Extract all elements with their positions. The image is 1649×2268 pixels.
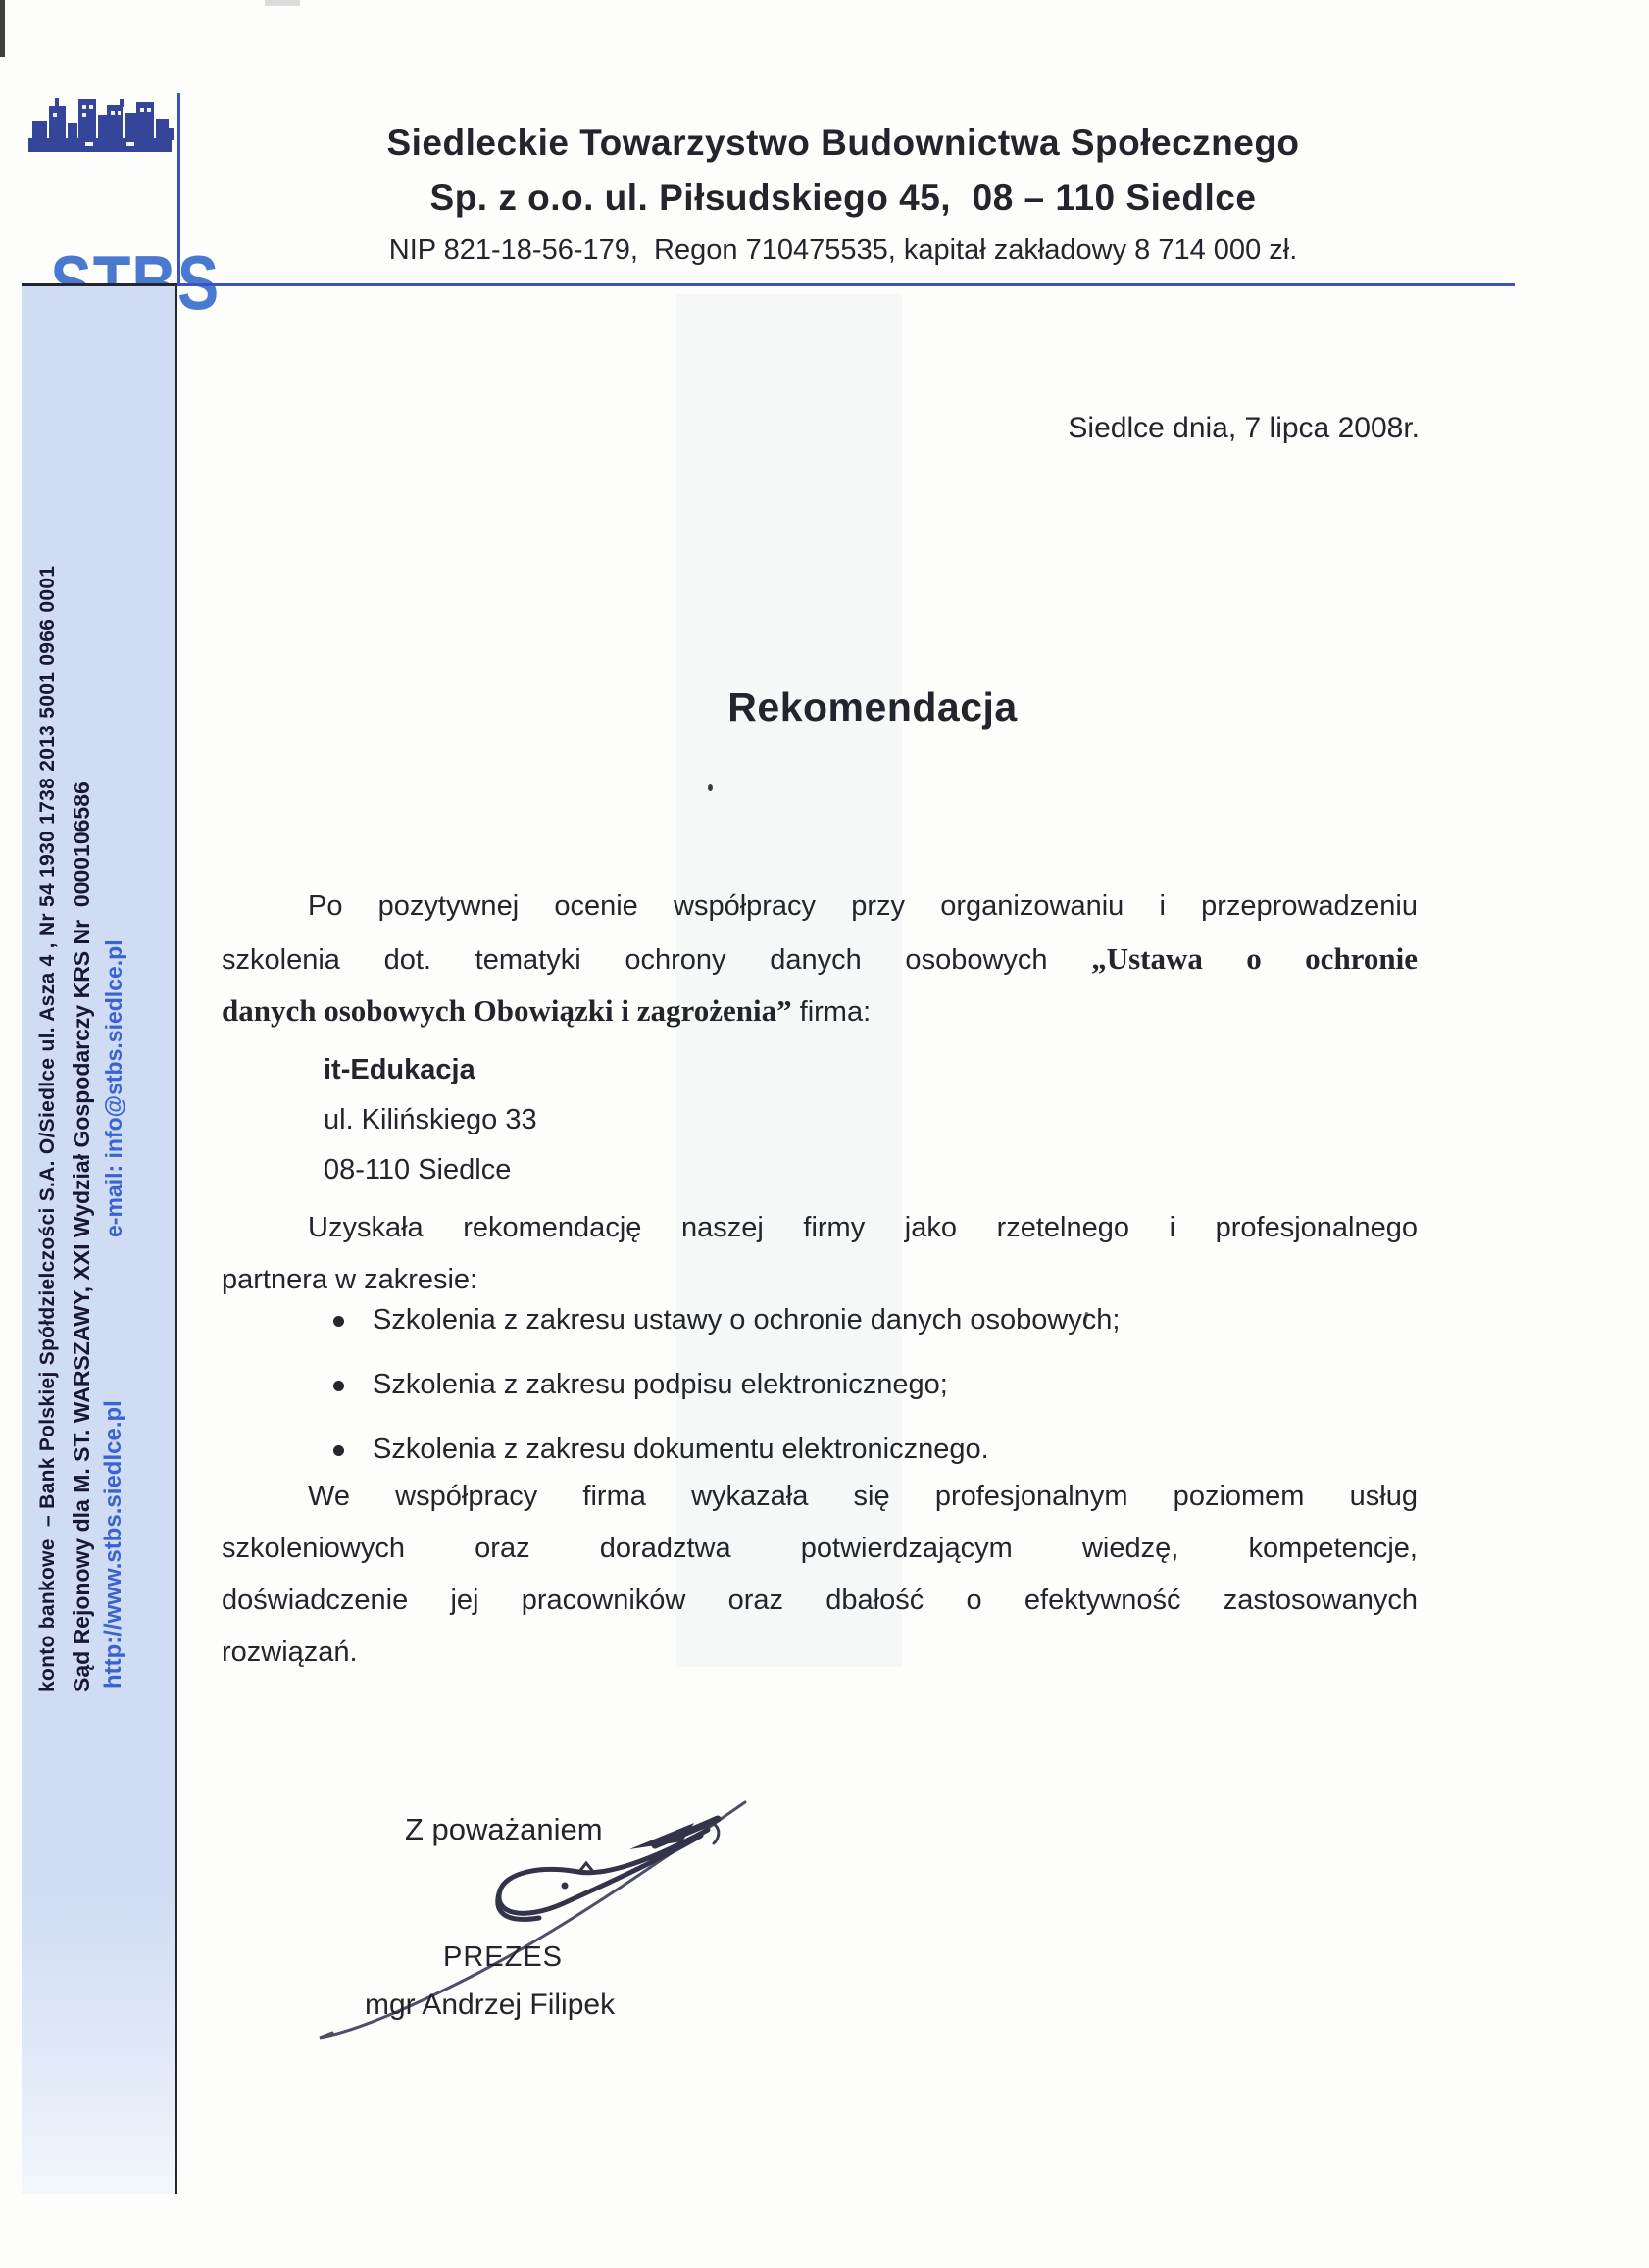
scan-artifact-dash bbox=[265, 0, 300, 6]
closing-phrase: Z poważaniem bbox=[405, 1812, 603, 1846]
bullet-item-text: Szkolenia z zakresu podpisu elektronicznego; bbox=[373, 1369, 948, 1400]
court-registry-vertical-text: Sąd Rejonowy dla M. ST. WARSZAWY, XXI Wydział Gospodarczy KRS Nr 0000106586 bbox=[69, 781, 94, 1692]
scan-artifact-corner bbox=[0, 0, 5, 57]
paragraph-intro-line3 bbox=[222, 984, 1418, 1036]
document-title: Rekomendacja bbox=[727, 684, 1018, 730]
bullet-item bbox=[331, 1304, 1120, 1369]
paragraph-summary-line3: doświadczenie jej pracowników oraz dbałość o efektywność zastosowanych bbox=[222, 1585, 1418, 1616]
scope-bullet-list bbox=[331, 1304, 1120, 1498]
paragraph-summary-line1: We współpracy firma wykazała się profesjonalnym poziomem usług bbox=[308, 1481, 1418, 1512]
recipient-name: it-Edukacja bbox=[324, 1054, 475, 1085]
paragraph-recommendation-line1: Uzyskała rekomendację naszej firmy jako rzetelnego i profesjonalnego bbox=[308, 1212, 1418, 1243]
letterhead bbox=[235, 116, 1451, 275]
bullet-item-text: Szkolenia z zakresu dokumentu elektronicznego. bbox=[373, 1434, 989, 1465]
company-name: Siedleckie Towarzystwo Budownictwa Społecznego bbox=[386, 123, 1300, 163]
logo-divider-line bbox=[177, 93, 180, 286]
bullet-item-text: Szkolenia z zakresu ustawy o ochronie danych osobowych; bbox=[373, 1304, 1121, 1336]
paragraph-summary-line4: rozwiązań. bbox=[222, 1637, 358, 1668]
header-rule bbox=[177, 283, 1515, 286]
date-line: Siedlce dnia, 7 lipca 2008r. bbox=[1068, 412, 1420, 444]
paragraph-intro-line2 bbox=[222, 932, 1418, 984]
email-vertical-text: e-mail: info@stbs.siedlce.pl bbox=[101, 939, 126, 1237]
signer-title: PREZES bbox=[443, 1941, 564, 1973]
city-skyline-icon bbox=[25, 93, 177, 154]
paragraph-recommendation bbox=[222, 1202, 1418, 1306]
paragraph-recommendation-line2: partnera w zakresie: bbox=[222, 1264, 478, 1295]
company-address: Sp. z o.o. ul. Piłsudskiego 45, 08 – 110 Siedlce bbox=[429, 177, 1257, 218]
company-registration-details: NIP 821-18-56-179, Regon 710475535, kapitał zakładowy 8 714 000 zł. bbox=[388, 234, 1298, 266]
paragraph-summary bbox=[222, 1471, 1418, 1679]
scan-artifact-dot bbox=[708, 784, 713, 791]
website-vertical-text: http://www.stbs.siedlce.pl bbox=[100, 1400, 126, 1688]
recipient-city: 08-110 Siedlce bbox=[324, 1154, 512, 1185]
paragraph-intro-line1: Po pozytywnej ocenie współpracy przy organizowaniu i przeprowadzeniu bbox=[308, 890, 1418, 922]
stbs-logo bbox=[25, 93, 177, 242]
bank-account-vertical-text: konto bankowe – Bank Polskiej Spółdzielczości S.A. O/Siedlce ul. Asza 4 , Nr 54 1930 1738 2013 5001 0966 0001 bbox=[36, 565, 59, 1692]
paragraph-intro bbox=[222, 881, 1418, 1036]
recipient-street: ul. Kilińskiego 33 bbox=[324, 1104, 537, 1135]
recipient-block bbox=[324, 1045, 537, 1195]
paragraph-intro-line3-quote: danych osobowych Obowiązki i zagrożenia” bbox=[222, 993, 792, 1028]
paragraph-intro-line3-normal: firma: bbox=[791, 996, 872, 1028]
signer-name: mgr Andrzej Filipek bbox=[365, 1989, 616, 2021]
paragraph-summary-line2: szkoleniowych oraz doradztwa potwierdzającym wiedzę, kompetencje, bbox=[222, 1533, 1418, 1564]
paragraph-intro-line2-normal: szkolenia dot. tematyki ochrony danych osobowych bbox=[222, 944, 1092, 976]
bullet-item bbox=[331, 1369, 1120, 1434]
paragraph-intro-line2-quote: „Ustawa o ochronie bbox=[1091, 941, 1418, 976]
